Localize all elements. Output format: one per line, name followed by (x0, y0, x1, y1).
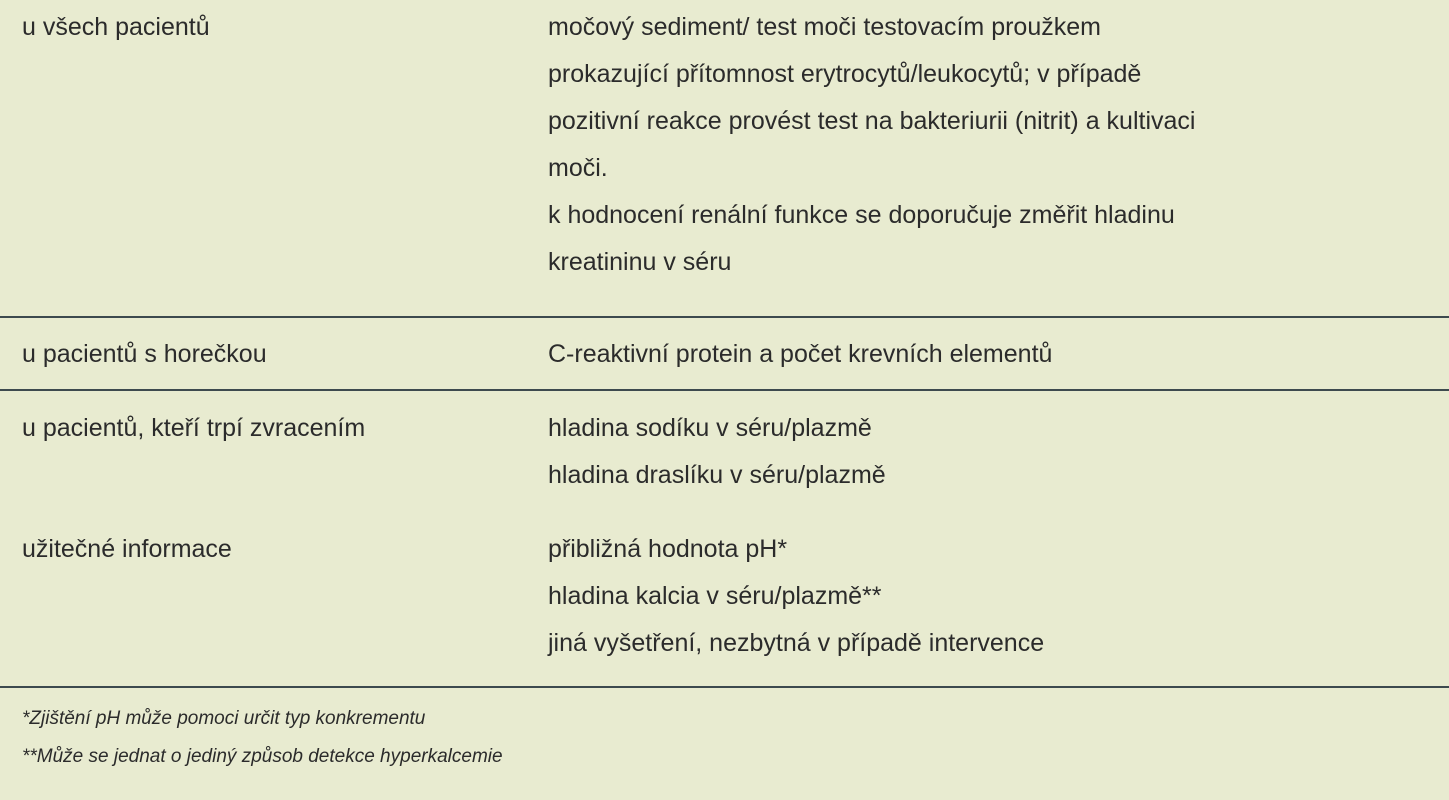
test-line: hladina draslíku v séru/plazmě (548, 461, 886, 489)
table-row (0, 526, 1449, 676)
test-line: C-reaktivní protein a počet krevních elementů (548, 340, 1053, 368)
row-tests (548, 4, 1195, 286)
row-label: u pacientů, kteří trpí zvracením (22, 414, 366, 442)
test-line: prokazující přítomnost erytrocytů/leukocytů; v případě (548, 60, 1142, 88)
table-row (0, 331, 1449, 381)
row-divider (0, 686, 1449, 688)
test-line: kreatininu v séru (548, 248, 732, 276)
row-tests (548, 331, 1052, 378)
row-label: u pacientů s horečkou (22, 340, 267, 368)
test-line: pozitivní reakce provést test na bakteriurii (nitrit) a kultivaci (548, 107, 1196, 135)
row-tests (548, 526, 1044, 667)
test-line: hladina kalcia v séru/plazmě** (548, 582, 882, 610)
row-label: užitečné informace (22, 535, 232, 563)
footnotes (22, 700, 503, 776)
footnote: *Zjištění pH může pomoci určit typ konkrementu (22, 708, 426, 729)
test-line: močový sediment/ test moči testovacím proužkem (548, 13, 1101, 41)
test-line: moči. (548, 154, 608, 182)
row-divider (0, 389, 1449, 391)
test-line: přibližná hodnota pH* (548, 535, 788, 563)
test-line: hladina sodíku v séru/plazmě (548, 414, 872, 442)
table-row (0, 4, 1449, 314)
test-line: k hodnocení renální funkce se doporučuje změřit hladinu (548, 201, 1175, 229)
row-divider (0, 316, 1449, 318)
footnote: **Může se jednat o jediný způsob detekce hyperkalcemie (22, 746, 503, 767)
row-tests (548, 405, 886, 499)
row-label: u všech pacientů (22, 13, 210, 41)
table-row (0, 405, 1449, 505)
test-line: jiná vyšetření, nezbytná v případě intervence (548, 629, 1045, 657)
